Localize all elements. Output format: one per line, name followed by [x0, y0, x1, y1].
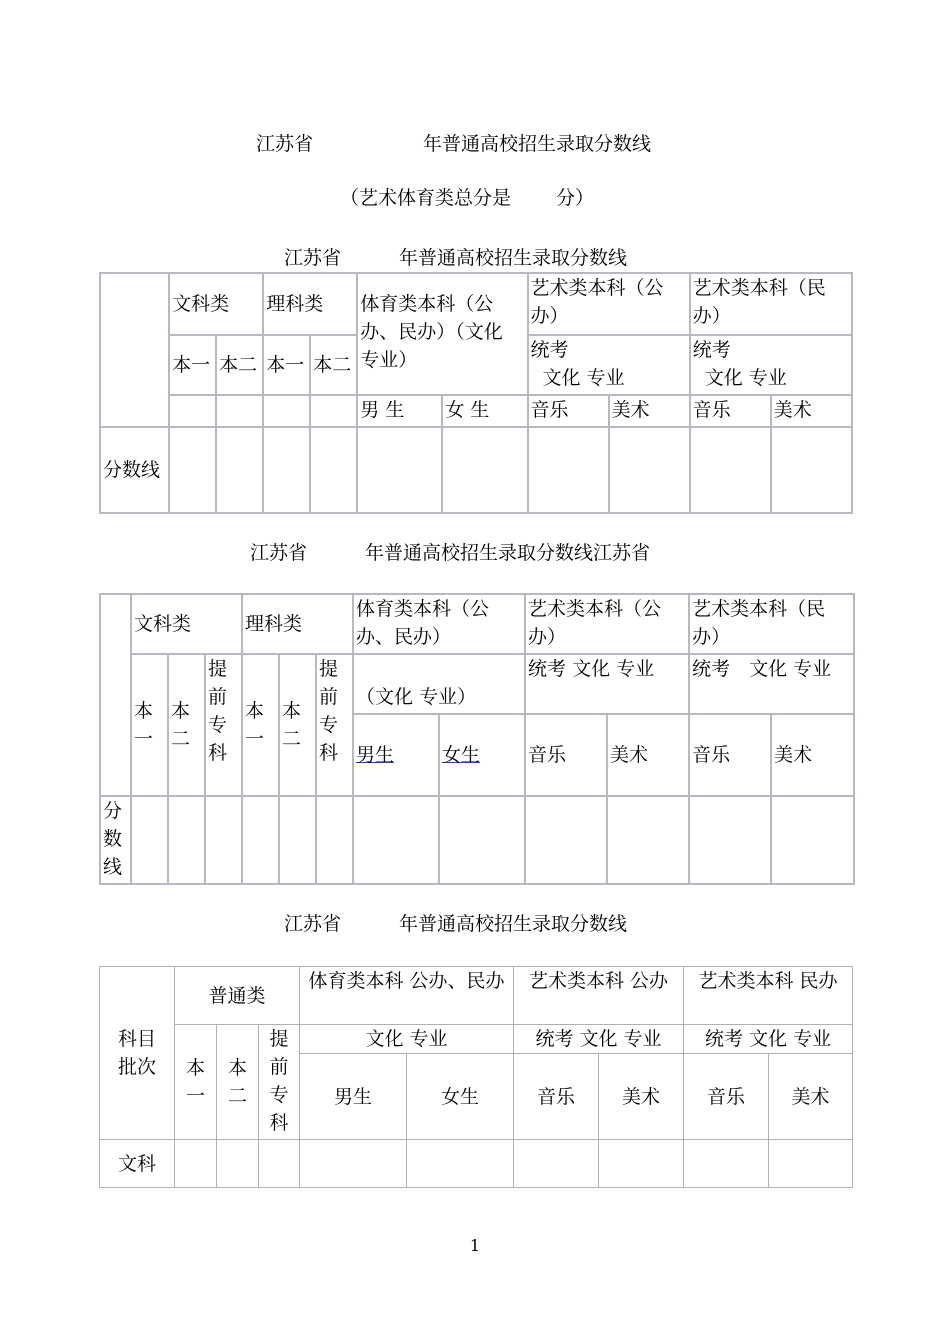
table1-ben4: 本二 — [310, 335, 357, 395]
table2-tiyu: 体育类本科（公办、民办） — [353, 594, 525, 654]
table2-cell — [242, 796, 279, 884]
table2-nansheng — [353, 714, 439, 796]
table3-yinyue-gong: 音乐 — [514, 1054, 599, 1140]
table2-yinyue-min: 音乐 — [689, 714, 771, 796]
table2-tiqian1: 提前专科 — [205, 654, 242, 796]
table1-cell — [528, 427, 609, 513]
table1-ben-spacer-3 — [263, 395, 310, 427]
table3-putong: 普通类 — [175, 967, 300, 1025]
table3-meishu-min: 美术 — [769, 1054, 853, 1140]
table1-cell — [442, 427, 527, 513]
table2-cell — [205, 796, 242, 884]
table2-tiqian2: 提前专科 — [316, 654, 353, 796]
table3-tongkao-min: 统考 文化 专业 — [684, 1025, 853, 1054]
table1-ben2: 本二 — [216, 335, 263, 395]
page-subtitle — [340, 186, 594, 210]
table3-nvsheng: 女生 — [407, 1054, 514, 1140]
table2-tongkao-gong: 统考 文化 专业 — [525, 654, 689, 714]
table1-tiyu: 体育类本科（公办、民办）（文化 专业） — [357, 273, 527, 395]
table1-meishu-gong: 美术 — [609, 395, 690, 427]
table2-wenke: 文科类 — [131, 594, 242, 654]
title-suffix: 年普通高校招生录取分数线 — [423, 133, 652, 155]
table1-caption — [284, 246, 627, 270]
table2-cell — [439, 796, 525, 884]
table3-cell — [599, 1140, 684, 1188]
table1-ben-spacer-2 — [216, 395, 263, 427]
table2-ben1: 本一 — [131, 654, 168, 796]
table3-wenke: 文科 — [100, 1140, 175, 1188]
table3-pici: 批次 — [117, 1056, 156, 1078]
table2-caption — [250, 541, 650, 565]
page-title — [256, 132, 651, 156]
page-number: 1 — [469, 1236, 481, 1255]
table1-tongkao-gong — [528, 335, 690, 395]
table2-tongkao-min: 统考 文化 专业 — [689, 654, 854, 714]
table1-tongkao-gong-sub: 文化 专业 — [542, 367, 625, 389]
table3-cell — [514, 1140, 599, 1188]
table2-ben3: 本一 — [242, 654, 279, 796]
table3-kemu-pici — [100, 967, 175, 1140]
table2-corner — [100, 594, 131, 796]
table3-caption-prefix: 江苏省 — [284, 913, 342, 935]
table3-ben2: 本二 — [217, 1025, 259, 1140]
score-table-3 — [99, 966, 853, 1188]
subtitle-prefix: （艺术体育类总分是 — [340, 187, 512, 209]
table1-ben3: 本一 — [263, 335, 310, 395]
table3-cell — [769, 1140, 853, 1188]
table2-caption-suffix: 年普通高校招生录取分数线江苏省 — [365, 542, 651, 564]
table3-cell — [300, 1140, 407, 1188]
table1-tongkao-min — [690, 335, 852, 395]
table2-cell — [279, 796, 316, 884]
table3-nansheng: 男生 — [300, 1054, 407, 1140]
table1-fenshuxian: 分数线 — [100, 427, 169, 513]
table1-cell — [263, 427, 310, 513]
table3-meishu-gong: 美术 — [599, 1054, 684, 1140]
table1-caption-suffix: 年普通高校招生录取分数线 — [399, 247, 628, 269]
table2-nansheng-link[interactable]: 男生 — [356, 744, 395, 766]
table2-cell — [607, 796, 689, 884]
table1-nvsheng: 女 生 — [442, 395, 527, 427]
table2-fenshuxian: 分数线 — [100, 796, 131, 884]
table2-nvsheng-link[interactable]: 女生 — [442, 744, 481, 766]
table3-cell — [175, 1140, 217, 1188]
score-table-1 — [99, 272, 853, 514]
table3-tiqian: 提前专科 — [259, 1025, 300, 1140]
table2-cell — [771, 796, 854, 884]
table2-like: 理科类 — [242, 594, 353, 654]
table2-cell — [316, 796, 353, 884]
table3-tiyu: 体育类本科 公办、民办 — [300, 967, 514, 1025]
score-table-2 — [99, 593, 855, 885]
table1-nansheng: 男 生 — [357, 395, 442, 427]
title-prefix: 江苏省 — [256, 133, 314, 155]
table3-yishu-min: 艺术类本科 民办 — [684, 967, 853, 1025]
table3-yishu-gong: 艺术类本科 公办 — [514, 967, 684, 1025]
table1-cell — [169, 427, 216, 513]
table2-cell — [131, 796, 168, 884]
table2-meishu-gong: 美术 — [607, 714, 689, 796]
table3-cell — [407, 1140, 514, 1188]
subtitle-suffix: 分） — [556, 187, 595, 209]
table2-tiyu-sub: （文化 专业） — [353, 654, 525, 714]
table3-tiyu-sub: 文化 专业 — [300, 1025, 514, 1054]
table2-nvsheng — [439, 714, 525, 796]
table1-ben-spacer-4 — [310, 395, 357, 427]
table1-cell — [609, 427, 690, 513]
table1-cell — [310, 427, 357, 513]
table1-wenke: 文科类 — [169, 273, 263, 335]
table2-yishu-min: 艺术类本科（民办） — [689, 594, 854, 654]
table1-yishu-min: 艺术类本科（民办） — [690, 273, 852, 335]
table3-yinyue-min: 音乐 — [684, 1054, 769, 1140]
table3-cell — [684, 1140, 769, 1188]
table3-cell — [217, 1140, 259, 1188]
table3-caption-suffix: 年普通高校招生录取分数线 — [399, 913, 628, 935]
table2-meishu-min: 美术 — [771, 714, 854, 796]
table2-caption-prefix: 江苏省 — [250, 542, 308, 564]
table2-cell — [689, 796, 771, 884]
table2-ben4: 本二 — [279, 654, 316, 796]
table2-yishu-gong: 艺术类本科（公办） — [525, 594, 689, 654]
table3-kemu: 科目 — [117, 1028, 156, 1050]
table1-cell — [216, 427, 263, 513]
table3-tongkao-gong: 统考 文化 专业 — [514, 1025, 684, 1054]
table3-ben1: 本一 — [175, 1025, 217, 1140]
table1-ben-spacer-1 — [169, 395, 216, 427]
table1-cell — [357, 427, 442, 513]
table1-like: 理科类 — [263, 273, 357, 335]
table1-cell — [771, 427, 852, 513]
table1-yinyue-gong: 音乐 — [528, 395, 609, 427]
table2-cell — [353, 796, 439, 884]
table1-yishu-gong: 艺术类本科（公办） — [528, 273, 690, 335]
table3-cell — [259, 1140, 300, 1188]
table1-ben1: 本一 — [169, 335, 216, 395]
table1-tongkao-gong-label: 统考 — [530, 339, 569, 361]
table1-corner — [100, 273, 169, 427]
table3-caption — [284, 912, 627, 936]
table2-cell — [525, 796, 607, 884]
table1-tongkao-min-sub: 文化 专业 — [704, 367, 787, 389]
table1-caption-prefix: 江苏省 — [284, 247, 342, 269]
table1-yinyue-min: 音乐 — [690, 395, 771, 427]
table2-ben2: 本二 — [168, 654, 205, 796]
table1-meishu-min: 美术 — [771, 395, 852, 427]
table1-cell — [690, 427, 771, 513]
table2-yinyue-gong: 音乐 — [525, 714, 607, 796]
table1-tongkao-min-label: 统考 — [692, 339, 731, 361]
table2-cell — [168, 796, 205, 884]
